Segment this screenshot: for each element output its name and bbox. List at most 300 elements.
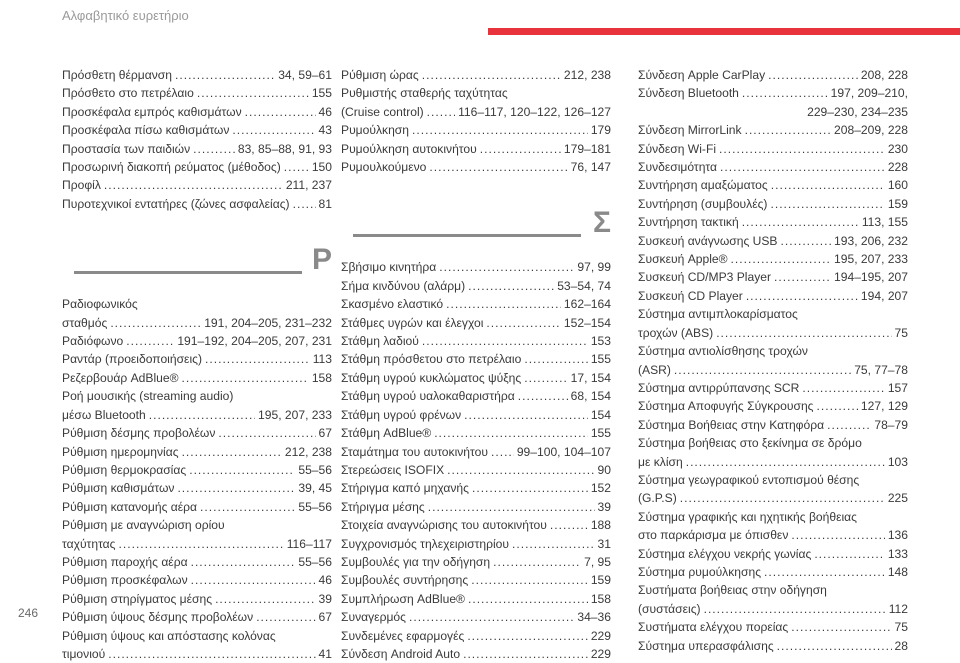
index-entry-term: Ρύθμιση στηρίγματος μέσης	[62, 591, 213, 606]
index-entry	[62, 645, 332, 663]
leader-dots	[256, 608, 315, 626]
index-entry-term: Πρόσθετο στο πετρέλαιο	[62, 86, 194, 101]
index-entry-pages: 41	[318, 646, 332, 661]
index-entry-term: Συμβουλές για την οδήγηση	[341, 554, 491, 569]
leader-dots	[742, 84, 828, 102]
index-entry-pages: 155	[311, 86, 332, 101]
index-entry-term: Στάθμη AdBlue®	[341, 426, 432, 441]
index-entry-wrapper	[62, 535, 332, 553]
index-entry-pages: 113, 155	[861, 215, 908, 230]
index-entry	[341, 258, 611, 276]
index-entry-list	[62, 332, 332, 387]
index-entry-term: Στήριγμα καπό μηχανής	[341, 481, 469, 496]
index-entry-pages: 152–154	[563, 315, 611, 330]
leader-dots	[550, 516, 588, 534]
index-entry-pages: 7, 95	[584, 554, 611, 569]
leader-dots	[412, 121, 588, 139]
section-letter: Ρ	[311, 243, 332, 277]
index-entry-pages: 83, 85–88, 91, 93	[237, 141, 332, 156]
index-entry	[638, 379, 908, 397]
index-entry-term: Σύνδεση MirrorLink	[638, 123, 742, 138]
index-entry-pages: 81	[318, 196, 332, 211]
index-entry-pages: 154	[590, 407, 611, 422]
index-entry-pages: 179	[590, 123, 611, 138]
index-entry-term: Ρυμούλκηση	[341, 123, 409, 138]
leader-dots	[771, 176, 885, 194]
page-number: 246	[18, 606, 39, 620]
index-entry	[638, 232, 908, 250]
index-entry	[341, 277, 611, 295]
leader-dots	[284, 158, 309, 176]
index-entry-pages: 75	[894, 620, 908, 635]
index-entry	[62, 66, 332, 84]
index-entry	[638, 268, 908, 286]
index-entry-pages: 55–56	[298, 462, 332, 477]
index-column-1	[62, 66, 332, 663]
section-rule	[353, 234, 581, 237]
index-entry	[341, 103, 611, 121]
index-entry	[62, 590, 332, 608]
index-entry-term: Σύνδεση Wi-Fi	[638, 141, 717, 156]
index-entry-heading: Ρύθμιση με αναγνώριση ορίου	[62, 518, 225, 533]
index-entry-term: Ρύθμιση καθισμάτων	[62, 481, 175, 496]
leader-dots	[189, 461, 295, 479]
index-entry-wrapper	[62, 406, 332, 424]
index-entry-term: Προστασία των παιδιών	[62, 141, 191, 156]
leader-dots	[745, 121, 831, 139]
leader-dots	[719, 140, 885, 158]
index-entry-pages: 188	[590, 518, 611, 533]
index-entry-heading: Σύστημα γεωγραφικού εντοπισμού θέσης	[638, 472, 860, 487]
index-entry	[341, 645, 611, 663]
index-entry-term: τιμονιού	[62, 646, 106, 661]
index-entry	[638, 195, 908, 213]
index-entry	[62, 332, 332, 350]
index-entry-pages: 158	[311, 370, 332, 385]
leader-dots	[731, 250, 831, 268]
index-entry-pages: 228	[887, 160, 908, 175]
index-entry-term: Στάθμη πρόσθετου στο πετρέλαιο	[341, 352, 522, 367]
index-entry-pages: 211, 237	[285, 178, 332, 193]
index-entry-term: Σύστημα αντιρρύπανσης SCR	[638, 380, 800, 395]
leader-dots	[434, 424, 588, 442]
index-entry	[638, 324, 908, 342]
index-entry-term: Ρύθμιση κατανομής αέρα	[62, 499, 198, 514]
index-entry-pages: 212, 238	[563, 68, 611, 82]
index-entry-pages: 195, 207, 233	[834, 252, 908, 267]
leader-dots	[746, 287, 858, 305]
index-entry-pages: 152	[590, 481, 611, 496]
index-entry-wrapper	[638, 489, 908, 507]
index-entry-pages: 46	[318, 573, 332, 588]
index-entry-pages: 97, 99	[577, 260, 611, 275]
index-entry-term: Ρύθμιση παροχής αέρα	[62, 554, 188, 569]
leader-dots	[791, 618, 891, 636]
leader-dots	[110, 314, 201, 332]
leader-dots	[104, 176, 283, 194]
index-entry-term: Συσκευή CD/MP3 Player	[638, 270, 772, 285]
index-entry-heading: Ροή μουσικής (streaming audio)	[62, 389, 234, 404]
index-entry-term: Ρύθμιση ώρας	[341, 68, 419, 82]
index-entry-list	[341, 121, 611, 176]
index-entry	[638, 140, 908, 158]
index-entry-term: Στοιχεία αναγνώρισης του αυτοκινήτου	[341, 518, 547, 533]
leader-dots	[472, 479, 588, 497]
index-entry	[638, 361, 908, 379]
index-entry	[62, 553, 332, 571]
leader-dots	[447, 461, 594, 479]
index-entry-term: Σύνδεση Apple CarPlay	[638, 68, 766, 82]
leader-dots	[770, 195, 884, 213]
index-entry-pages: 133	[887, 546, 908, 561]
index-entry-heading: Ραδιοφωνικός	[62, 297, 138, 312]
index-entry	[638, 84, 908, 102]
index-entry-term: τροχών (ABS)	[638, 325, 714, 340]
index-entry-term: Σύστημα ελέγχου νεκρής γωνίας	[638, 546, 812, 561]
index-entry-term: Ρεζερβουάρ AdBlue®	[62, 370, 179, 385]
index-entry	[341, 332, 611, 350]
leader-dots	[674, 361, 851, 379]
index-entry-list	[341, 258, 611, 663]
index-entry-list	[62, 553, 332, 627]
leader-dots	[774, 268, 831, 286]
index-entry-term: Σύστημα ρυμούλκησης	[638, 564, 762, 579]
index-entry-heading: Σύστημα γραφικής και ηχητικής βοήθειας	[638, 509, 857, 524]
index-entry-term: Προσωρινή διακοπή ρεύματος (μέθοδος)	[62, 160, 281, 175]
index-entry-pages: 136	[887, 528, 908, 543]
index-entry	[62, 479, 332, 497]
index-entry-heading: Σύστημα αντιολίσθησης τροχών	[638, 344, 808, 359]
index-entry-list	[62, 424, 332, 516]
index-entry-term: Στάθμη λαδιού	[341, 334, 419, 349]
index-entry-pages: 155	[590, 426, 611, 441]
index-entry	[638, 158, 908, 176]
leader-dots	[491, 443, 514, 461]
leader-dots	[777, 637, 892, 655]
leader-dots	[518, 387, 568, 405]
index-entry-term: Ρυμουλκούμενο	[341, 160, 427, 175]
index-entry-wrapper	[638, 453, 908, 471]
index-entry	[341, 535, 611, 553]
leader-dots	[686, 453, 885, 471]
leader-dots	[439, 258, 574, 276]
index-entry-term: Σύστημα υπερασφάλισης	[638, 638, 774, 653]
index-entry-pages: 193, 206, 232	[834, 233, 908, 248]
index-entry-term: (συστάσεις)	[638, 601, 701, 616]
index-entry-wrapper	[638, 324, 908, 342]
index-entry	[62, 608, 332, 626]
index-entry-term: Σύνδεση Bluetooth	[638, 86, 739, 101]
index-entry-pages: 43	[318, 123, 332, 138]
index-entry-pages: 194, 207	[860, 288, 908, 303]
leader-dots	[245, 103, 316, 121]
index-entry	[341, 627, 611, 645]
index-entry-pages: 31	[597, 536, 611, 551]
index-entry-pages: 68, 154	[570, 389, 611, 404]
index-entry-term: Συντήρηση (συμβουλές)	[638, 196, 768, 211]
index-entry	[341, 498, 611, 516]
leader-dots	[716, 324, 891, 342]
index-entry-pages: 90	[597, 462, 611, 477]
index-entry-list	[638, 545, 908, 582]
index-entry-term: Συναγερμός	[341, 610, 406, 625]
index-entry-term: Συντήρηση τακτική	[638, 215, 739, 230]
leader-dots	[422, 66, 561, 84]
leader-dots	[446, 295, 561, 313]
index-entry-term: σταθμός	[62, 315, 108, 330]
index-entry-term: Πυροτεχνικοί εντατήρες (ζώνες ασφαλείας)	[62, 196, 290, 211]
leader-dots	[119, 535, 284, 553]
index-entry	[62, 158, 332, 176]
leader-dots	[191, 553, 296, 571]
index-entry-pages: 46	[318, 104, 332, 119]
index-entry-term: Στάθμη υγρού φρένων	[341, 407, 462, 422]
index-entry	[62, 140, 332, 158]
index-entry-term: Σβήσιμο κινητήρα	[341, 260, 437, 275]
index-entry-term: Πρόσθετη θέρμανση	[62, 68, 172, 82]
index-entry-term: Σταμάτημα του αυτοκινήτου	[341, 444, 488, 459]
leader-dots	[827, 416, 871, 434]
index-entry-wrapper	[638, 361, 908, 379]
index-entry	[62, 406, 332, 424]
leader-dots	[126, 332, 174, 350]
index-entry-term: Προφίλ	[62, 178, 101, 193]
index-entry	[341, 461, 611, 479]
index-entry-pages: 75	[894, 325, 908, 340]
index-entry-continuation: 229–230, 234–235	[807, 104, 908, 119]
section-rule	[74, 271, 302, 274]
page-header-title: Αλφαβητικό ευρετήριο	[62, 8, 189, 23]
index-entry-heading: Ρύθμιση ύψους και απόστασης κολόνας	[62, 628, 276, 643]
leader-dots	[175, 66, 275, 84]
index-entry-term: Συμβουλές συντήρησης	[341, 573, 469, 588]
index-entry-pages: 103	[887, 454, 908, 469]
index-entry-pages: 162–164	[563, 297, 611, 312]
leader-dots	[464, 406, 588, 424]
leader-dots	[468, 277, 554, 295]
index-entry	[638, 416, 908, 434]
index-entry	[62, 535, 332, 553]
index-entry-wrapper	[638, 66, 908, 84]
index-entry	[62, 103, 332, 121]
index-entry-term: Σήμα κινδύνου (αλάρμ)	[341, 278, 466, 293]
index-entry-pages: 208–209, 228	[834, 123, 908, 138]
index-entry-term: Συστήματα ελέγχου πορείας	[638, 620, 789, 635]
index-entry-term: Ρύθμιση ύψους δέσμης προβολέων	[62, 610, 254, 625]
index-entry-pages: 75, 77–78	[854, 362, 908, 377]
index-entry	[62, 369, 332, 387]
index-entry-term: Σκασμένο ελαστικό	[341, 297, 444, 312]
index-entry	[62, 350, 332, 368]
index-entry-term: Συσκευή CD Player	[638, 288, 743, 303]
index-entry	[341, 387, 611, 405]
leader-dots	[486, 314, 560, 332]
leader-dots	[493, 553, 581, 571]
leader-dots	[293, 195, 316, 213]
index-entry-term: Ρύθμιση ημερομηνίας	[62, 444, 179, 459]
index-entry	[341, 158, 611, 176]
index-entry-heading: Ρυθμιστής σταθερής ταχύτητας	[341, 86, 508, 101]
index-entry	[341, 443, 611, 461]
index-entry-term: Συνδεσιμότητα	[638, 160, 718, 175]
index-entry	[638, 66, 908, 84]
index-entry-list	[638, 379, 908, 434]
leader-dots	[429, 158, 567, 176]
index-entry-pages: 67	[318, 610, 332, 625]
index-entry-pages: 194–195, 207	[834, 270, 908, 285]
index-entry-term: Στήριγμα μέσης	[341, 499, 425, 514]
index-entry-heading: Σύστημα αντιμπλοκαρίσματος	[638, 307, 798, 322]
index-entry-term: Συμπλήρωση AdBlue®	[341, 591, 465, 606]
index-entry-term: Ρύθμιση δέσμης προβολέων	[62, 426, 216, 441]
leader-dots	[177, 479, 295, 497]
index-entry-term: Συντήρηση αμαξώματος	[638, 178, 768, 193]
index-entry-term: Ρυμούλκηση αυτοκινήτου	[341, 141, 477, 156]
index-entry	[341, 121, 611, 139]
index-entry	[638, 637, 908, 655]
leader-dots	[704, 600, 886, 618]
index-entry-wrapper	[62, 645, 332, 663]
index-entry	[638, 563, 908, 581]
index-column-2	[341, 66, 611, 663]
index-entry	[62, 121, 332, 139]
index-entry-list	[638, 618, 908, 655]
index-entry	[341, 553, 611, 571]
index-entry-term: Στερεώσεις ISOFIX	[341, 462, 445, 477]
index-entry-pages: 195, 207, 233	[258, 407, 332, 422]
index-entry	[341, 295, 611, 313]
leader-dots	[814, 545, 885, 563]
index-entry-pages: 78–79	[874, 417, 908, 432]
leader-dots	[768, 66, 858, 84]
index-entry	[62, 571, 332, 589]
index-entry-pages: 53–54, 74	[557, 278, 611, 293]
index-entry-list	[62, 66, 332, 213]
leader-dots	[524, 350, 587, 368]
index-entry-pages: 197, 209–210,	[830, 86, 908, 101]
index-entry-pages: 159	[887, 196, 908, 211]
index-entry-term: ταχύτητας	[62, 536, 116, 551]
index-entry-term: Ρύθμιση προσκέφαλων	[62, 573, 188, 588]
leader-dots	[680, 489, 885, 507]
index-entry-term: μέσω Bluetooth	[62, 407, 146, 422]
leader-dots	[108, 645, 315, 663]
index-entry-term: Ραντάρ (προειδοποιήσεις)	[62, 352, 202, 367]
index-entry-pages: 191–192, 204–205, 207, 231	[177, 334, 332, 349]
leader-dots	[422, 332, 588, 350]
index-entry-term: Σύνδεση Android Auto	[341, 646, 461, 661]
index-entry	[638, 121, 908, 139]
index-entry	[62, 84, 332, 102]
index-entry	[638, 545, 908, 563]
index-entry-pages: 160	[887, 178, 908, 193]
index-entry	[341, 608, 611, 626]
index-entry-pages: 208, 228	[860, 68, 908, 82]
index-entry	[341, 369, 611, 387]
index-entry	[341, 590, 611, 608]
leader-dots	[193, 140, 235, 158]
index-entry	[341, 571, 611, 589]
leader-dots	[764, 563, 885, 581]
index-column-3	[638, 66, 908, 655]
index-entry-pages: 157	[887, 380, 908, 395]
index-entry	[638, 453, 908, 471]
index-entry-term: με κλίση	[638, 454, 683, 469]
leader-dots	[791, 526, 884, 544]
leader-dots	[720, 158, 885, 176]
leader-dots	[200, 498, 295, 516]
index-entry-pages: 34–36	[577, 610, 611, 625]
index-entry-wrapper	[341, 66, 611, 84]
leader-dots	[781, 232, 832, 250]
leader-dots	[428, 498, 595, 516]
index-entry	[341, 66, 611, 84]
index-entry	[638, 397, 908, 415]
index-entry	[341, 479, 611, 497]
index-entry-pages: 28	[894, 638, 908, 653]
index-entry-pages: 116–117	[286, 536, 332, 551]
index-entry	[62, 195, 332, 213]
index-entry	[638, 176, 908, 194]
leader-dots	[149, 406, 255, 424]
index-entry-pages: 34, 59–61	[278, 68, 332, 82]
index-entry-wrapper	[341, 103, 611, 121]
index-entry	[638, 600, 908, 618]
index-entry-term: Ραδιόφωνο	[62, 334, 124, 349]
leader-dots	[817, 397, 858, 415]
index-entry-term: Σύστημα Βοήθειας στην Κατηφόρα	[638, 417, 825, 432]
index-entry	[638, 618, 908, 636]
index-entry	[62, 461, 332, 479]
index-entry	[638, 213, 908, 231]
index-entry	[62, 443, 332, 461]
index-entry-term: (G.P.S)	[638, 491, 677, 506]
leader-dots	[218, 424, 315, 442]
index-entry-pages: 113	[312, 352, 332, 367]
header-accent-bar	[488, 28, 960, 35]
index-entry-term: Προσκέφαλα εμπρός καθισμάτων	[62, 104, 242, 119]
index-entry-term: Στάθμη υγρού υαλοκαθαριστήρα	[341, 389, 515, 404]
index-entry	[62, 314, 332, 332]
index-entry-term: Συγχρονισμός τηλεχειριστηρίου	[341, 536, 509, 551]
index-entry	[638, 526, 908, 544]
index-entry-term: στο παρκάρισμα με όπισθεν	[638, 528, 789, 543]
index-entry-pages: 127, 129	[860, 399, 908, 414]
index-entry	[341, 424, 611, 442]
index-entry	[62, 498, 332, 516]
index-entry-pages: 153	[590, 334, 611, 349]
leader-dots	[182, 443, 282, 461]
index-entry-wrapper	[638, 526, 908, 544]
index-entry	[62, 424, 332, 442]
index-entry-pages: 229	[590, 646, 611, 661]
index-entry-pages: 39	[597, 499, 611, 514]
leader-dots	[471, 571, 588, 589]
leader-dots	[191, 571, 316, 589]
index-entry-pages: 112	[888, 601, 908, 616]
index-entry-pages: 230	[887, 141, 908, 156]
index-entry-pages: 116–117, 120–122, 126–127	[458, 104, 611, 119]
leader-dots	[480, 140, 561, 158]
index-entry-pages: 179–181	[563, 141, 611, 156]
index-entry-pages: 212, 238	[284, 444, 332, 459]
index-entry-pages: 39	[318, 591, 332, 606]
leader-dots	[524, 369, 567, 387]
index-entry-term: Προσκέφαλα πίσω καθισμάτων	[62, 123, 230, 138]
index-entry-pages: 67	[318, 426, 332, 441]
leader-dots	[232, 121, 315, 139]
index-entry	[638, 287, 908, 305]
